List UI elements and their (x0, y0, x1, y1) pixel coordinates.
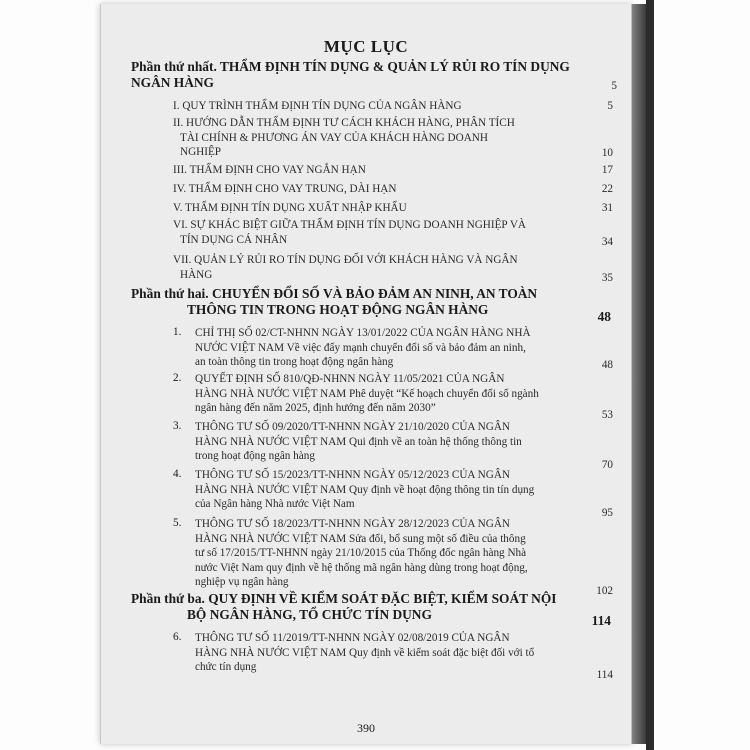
toc-entry (173, 253, 613, 284)
toc-entry-text: HÀNG NHÀ NƯỚC VIỆT NAM Quy định về hoạt động thông tin tín dụng (195, 483, 535, 496)
toc-entry (173, 116, 613, 160)
toc-entry (173, 99, 613, 114)
part-3-title-line2: BỘ NGÂN HÀNG, TỔ CHỨC TÍN DỤNG (187, 607, 432, 622)
toc-entry (173, 201, 613, 216)
toc-entry-page: 31 (601, 202, 613, 214)
part-2-heading (131, 286, 611, 324)
toc-entry-text: trong hoạt động ngân hàng (195, 450, 315, 463)
book-edge (646, 0, 654, 750)
toc-entry-text: QUYẾT ĐỊNH SỐ 810/QĐ-NHNN NGÀY 11/05/2021 CỦA NGÂN (195, 373, 505, 385)
toc-entry-page: 70 (601, 459, 613, 471)
part-1-title-line2: NGÂN HÀNG (131, 75, 214, 90)
toc-entry-page: 5 (607, 100, 613, 112)
toc-entry-text: VI. SỰ KHÁC BIỆT GIỮA THẨM ĐỊNH TÍN DỤNG DOANH NGHIỆP VÀ (173, 219, 526, 231)
toc-entry (195, 468, 613, 519)
toc-entry-text: THÔNG TƯ SỐ 15/2023/TT-NHNN NGÀY 05/12/2023 CỦA NGÂN (195, 469, 510, 481)
toc-entry-text: NƯỚC VIỆT NAM Về việc đẩy mạnh chuyển đổi số và bảo đảm an ninh, (195, 341, 526, 354)
toc-entry-page: 34 (601, 236, 613, 248)
toc-entry-number: 2. (173, 372, 182, 384)
toc-entry (195, 420, 613, 471)
toc-entry-page: 17 (601, 164, 613, 176)
part-2-title-line2: THÔNG TIN TRONG HOẠT ĐỘNG NGÂN HÀNG (187, 302, 489, 317)
toc-entry-text: V. THẨM ĐỊNH TÍN DỤNG XUẤT NHẬP KHẨU (173, 202, 407, 214)
toc-entry-text: HÀNG NHÀ NƯỚC VIỆT NAM Sửa đổi, bổ sung một số điều của thông (195, 532, 526, 545)
toc-entry-text: nước Việt Nam quy định về hệ thống mã ngân hàng dùng trong hoạt động, (195, 561, 528, 574)
toc-entry-text: TÀI CHÍNH & PHƯƠNG ÁN VAY CỦA KHÁCH HÀNG DOANH (180, 131, 488, 144)
toc-entry-text: VII. QUẢN LÝ RỦI RO TÍN DỤNG ĐỐI VỚI KHÁCH HÀNG VÀ NGÂN (173, 254, 518, 266)
toc-entry-page: 102 (596, 585, 613, 597)
toc-entry-text: HÀNG (180, 268, 213, 281)
part-1-heading (131, 59, 611, 91)
book-page (100, 4, 632, 744)
toc-entry (195, 631, 613, 681)
toc-entry-text: II. HƯỚNG DẪN THẨM ĐỊNH TƯ CÁCH KHÁCH HÀNG, PHÂN TÍCH (173, 117, 515, 129)
toc-entry-page: 114 (596, 669, 613, 681)
toc-entry-text: NGHIỆP (180, 146, 222, 159)
part-2-title-line1: Phần thứ hai. CHUYỂN ĐỔI SỐ VÀ BẢO ĐẢM AN NINH, AN TOÀN (131, 286, 538, 301)
toc-entry-number: 4. (173, 468, 182, 480)
toc-entry-text: THÔNG TƯ SỐ 09/2020/TT-NHNN NGÀY 21/10/2020 CỦA NGÂN (195, 421, 510, 433)
toc-entry-text: THÔNG TƯ SỐ 11/2019/TT-NHNN NGÀY 02/08/2019 CỦA NGÂN (195, 632, 510, 644)
toc-entry-text: ngân hàng đến năm 2025, định hướng đến năm 2030” (195, 402, 436, 415)
toc-entry-page: 10 (601, 147, 613, 159)
toc-entry-text: TÍN DỤNG CÁ NHÂN (180, 233, 288, 246)
part-2-page: 48 (597, 309, 611, 324)
toc-entry-number: 5. (173, 517, 182, 529)
toc-entry-text: tư số 17/2015/TT-NHNN ngày 21/10/2015 của Thống đốc ngân hàng Nhà (195, 547, 527, 560)
toc-entry-text: IV. THẨM ĐỊNH CHO VAY TRUNG, DÀI HẠN (173, 183, 397, 195)
toc-entry (173, 163, 613, 178)
toc-entry-text: III. THẨM ĐỊNH CHO VAY NGẮN HẠN (173, 164, 366, 176)
toc-entry-page: 48 (601, 359, 613, 371)
toc-entry-text: THÔNG TƯ SỐ 18/2023/TT-NHNN NGÀY 28/12/2023 CỦA NGÂN (195, 518, 510, 530)
toc-entry-text: an toàn thông tin trong hoạt động ngân hàng (195, 356, 394, 369)
page-title: MỤC LỤC (323, 37, 409, 56)
page-number: 390 (357, 721, 375, 735)
toc-entry-text: CHỈ THỊ SỐ 02/CT-NHNN NGÀY 13/01/2022 CỦA NGÂN HÀNG NHÀ (195, 327, 531, 339)
part-1-page: 5 (611, 80, 617, 92)
toc-entry-number: 1. (173, 326, 182, 338)
part-3-title-line1: Phần thứ ba. QUY ĐỊNH VỀ KIỂM SOÁT ĐẶC BIỆT, KIỂM SOÁT NỘI (131, 591, 557, 606)
toc-entry (195, 372, 613, 421)
part-1-title-line1: Phần thứ nhất. THẨM ĐỊNH TÍN DỤNG & QUẢN LÝ RỦI RO TÍN DỤNG (131, 59, 570, 74)
toc-entry-page: 95 (601, 507, 613, 519)
toc-entry-text: chức tín dụng (195, 661, 257, 674)
toc-entry-text: HÀNG NHÀ NƯỚC VIỆT NAM Phê duyệt “Kế hoạch chuyển đổi số ngành (195, 387, 539, 400)
toc-entry-text: HÀNG NHÀ NƯỚC VIỆT NAM Qui định về an toàn hệ thống thông tin (195, 435, 522, 448)
part-3-heading (131, 591, 611, 628)
toc-entry-number: 3. (173, 420, 182, 432)
toc-entry (195, 326, 613, 371)
part-3-page: 114 (591, 613, 611, 628)
toc-entry (195, 517, 613, 597)
toc-entry (173, 182, 613, 197)
toc-entry-page: 53 (601, 409, 613, 421)
toc-entry-text: HÀNG NHÀ NƯỚC VIỆT NAM Quy định về kiểm soát đặc biệt đối với tổ (195, 646, 535, 659)
toc-entry (173, 218, 613, 248)
toc-entry-text: nghiệp vụ ngân hàng (195, 576, 289, 589)
toc-entry-text: của Ngân hàng Nhà nước Việt Nam (195, 498, 355, 511)
toc-entry-text: I. QUY TRÌNH THẨM ĐỊNH TÍN DỤNG CỦA NGÂN HÀNG (173, 100, 462, 112)
toc-entry-page: 35 (601, 272, 613, 284)
toc-entry-number: 6. (173, 631, 182, 643)
toc-entry-page: 22 (601, 183, 613, 195)
